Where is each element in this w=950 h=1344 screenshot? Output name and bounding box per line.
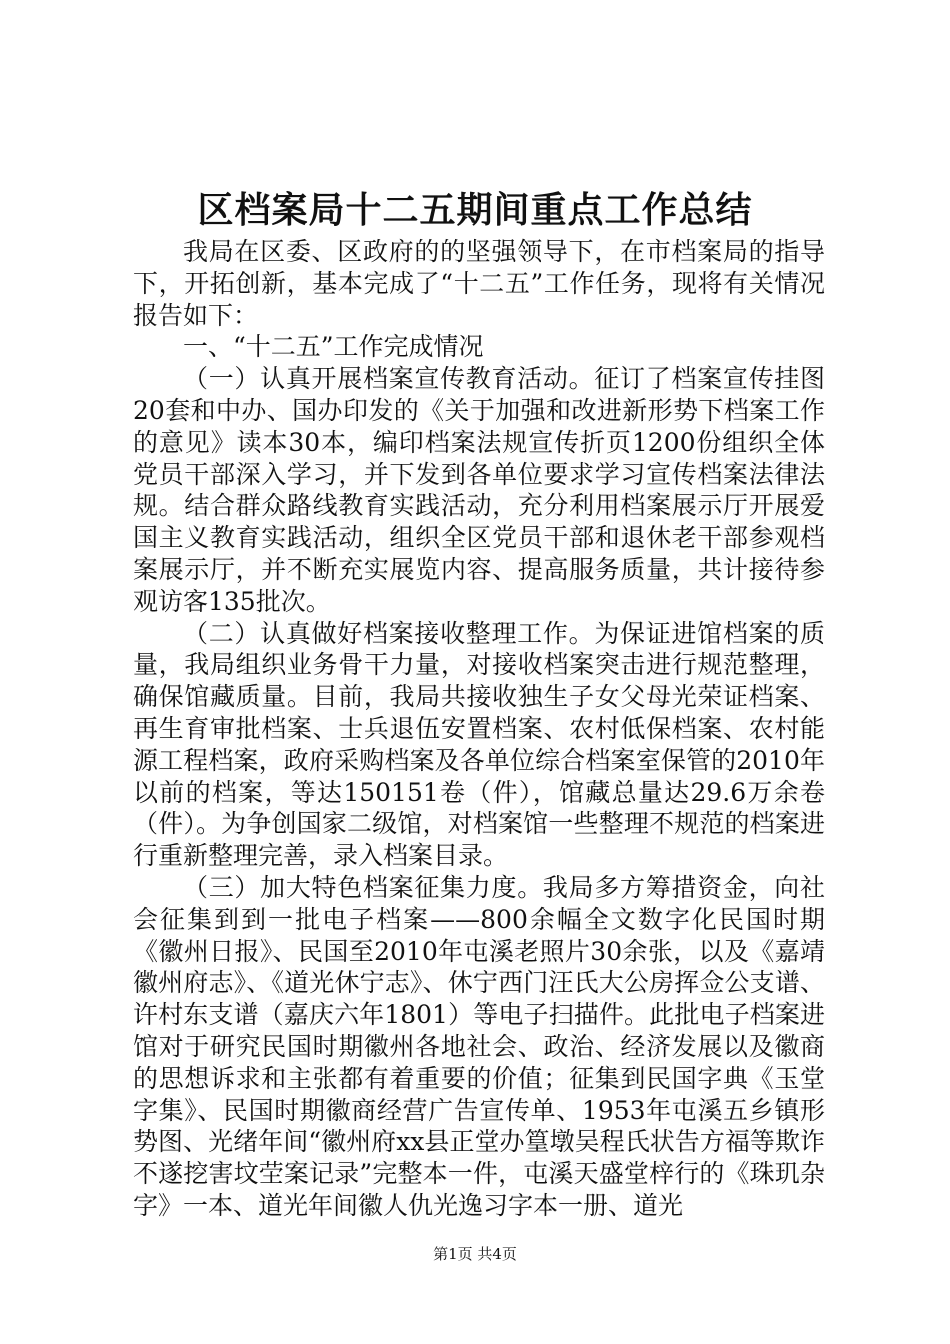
body-paragraph-2: （二）认真做好档案接收整理工作。为保证进馆档案的质量，我局组织业务骨干力量，对接收档案突击进行规范整理，确保馆藏质量。目前，我局共接收独生子女父母光荣证档案、再生育审批档案、士兵退伍安置档案、农村低保档案、农村能源工程档案，政府采购档案及各单位综合档案室保管的2010年以前的档案，等达150151卷（件），馆藏总量达29.6万余卷（件）。为争创国家二级馆，对档案馆一些整理不规范的档案进行重新整理完善，录入档案目录。: [133, 618, 825, 871]
intro-paragraph: 我局在区委、区政府的的坚强领导下，在市档案局的指导下，开拓创新，基本完成了“十二五”工作任务，现将有关情况报告如下：: [133, 237, 825, 330]
document-body: [133, 236, 825, 1222]
section-heading: 一、“十二五”工作完成情况: [183, 332, 484, 362]
body-paragraph-1: （一）认真开展档案宣传教育活动。征订了档案宣传挂图20套和中办、国办印发的《关于加强和改进新形势下档案工作的意见》读本30本，编印档案法规宣传折页1200份组织全体党员干部深入学习，并下发到各单位要求学习宣传档案法律法规。结合群众路线教育实践活动，充分利用档案展示厅开展爱国主义教育实践活动，组织全区党员干部和退休老干部参观档案展示厅，并不断充实展览内容、提高服务质量，共计接待参观访客135批次。: [133, 364, 825, 616]
document-title: 区档案局十二五期间重点工作总结: [197, 189, 753, 231]
page-footer: 第1页 共4页: [433, 1245, 517, 1263]
body-paragraph-3: （三）加大特色档案征集力度。我局多方筹措资金，向社会征集到到一批电子档案——800余幅全文数字化民国时期《徽州日报》、民国至2010年屯溪老照片30余张，以及《嘉靖徽州府志》、《道光休宁志》、休宁西门汪氏大公房挥佥公支谱、许村东支谱（嘉庆六年1801）等电子扫描件。此批电子档案进馆对于研究民国时期徽州各地社会、政治、经济发展以及徽商的思想诉求和主张都有着重要的价值；征集到民国字典《玉堂字集》、民国时期徽商经营广告宣传单、1953年屯溪五乡镇形势图、光绪年间“徽州府xx县正堂办篁墩吴程氏状告方福等欺诈不遂挖害坟茔案记录”完整本一件，屯溪天盛堂梓行的《珠玑杂字》一本、道光年间徽人仇光逸习字本一册、道光: [133, 872, 825, 1220]
